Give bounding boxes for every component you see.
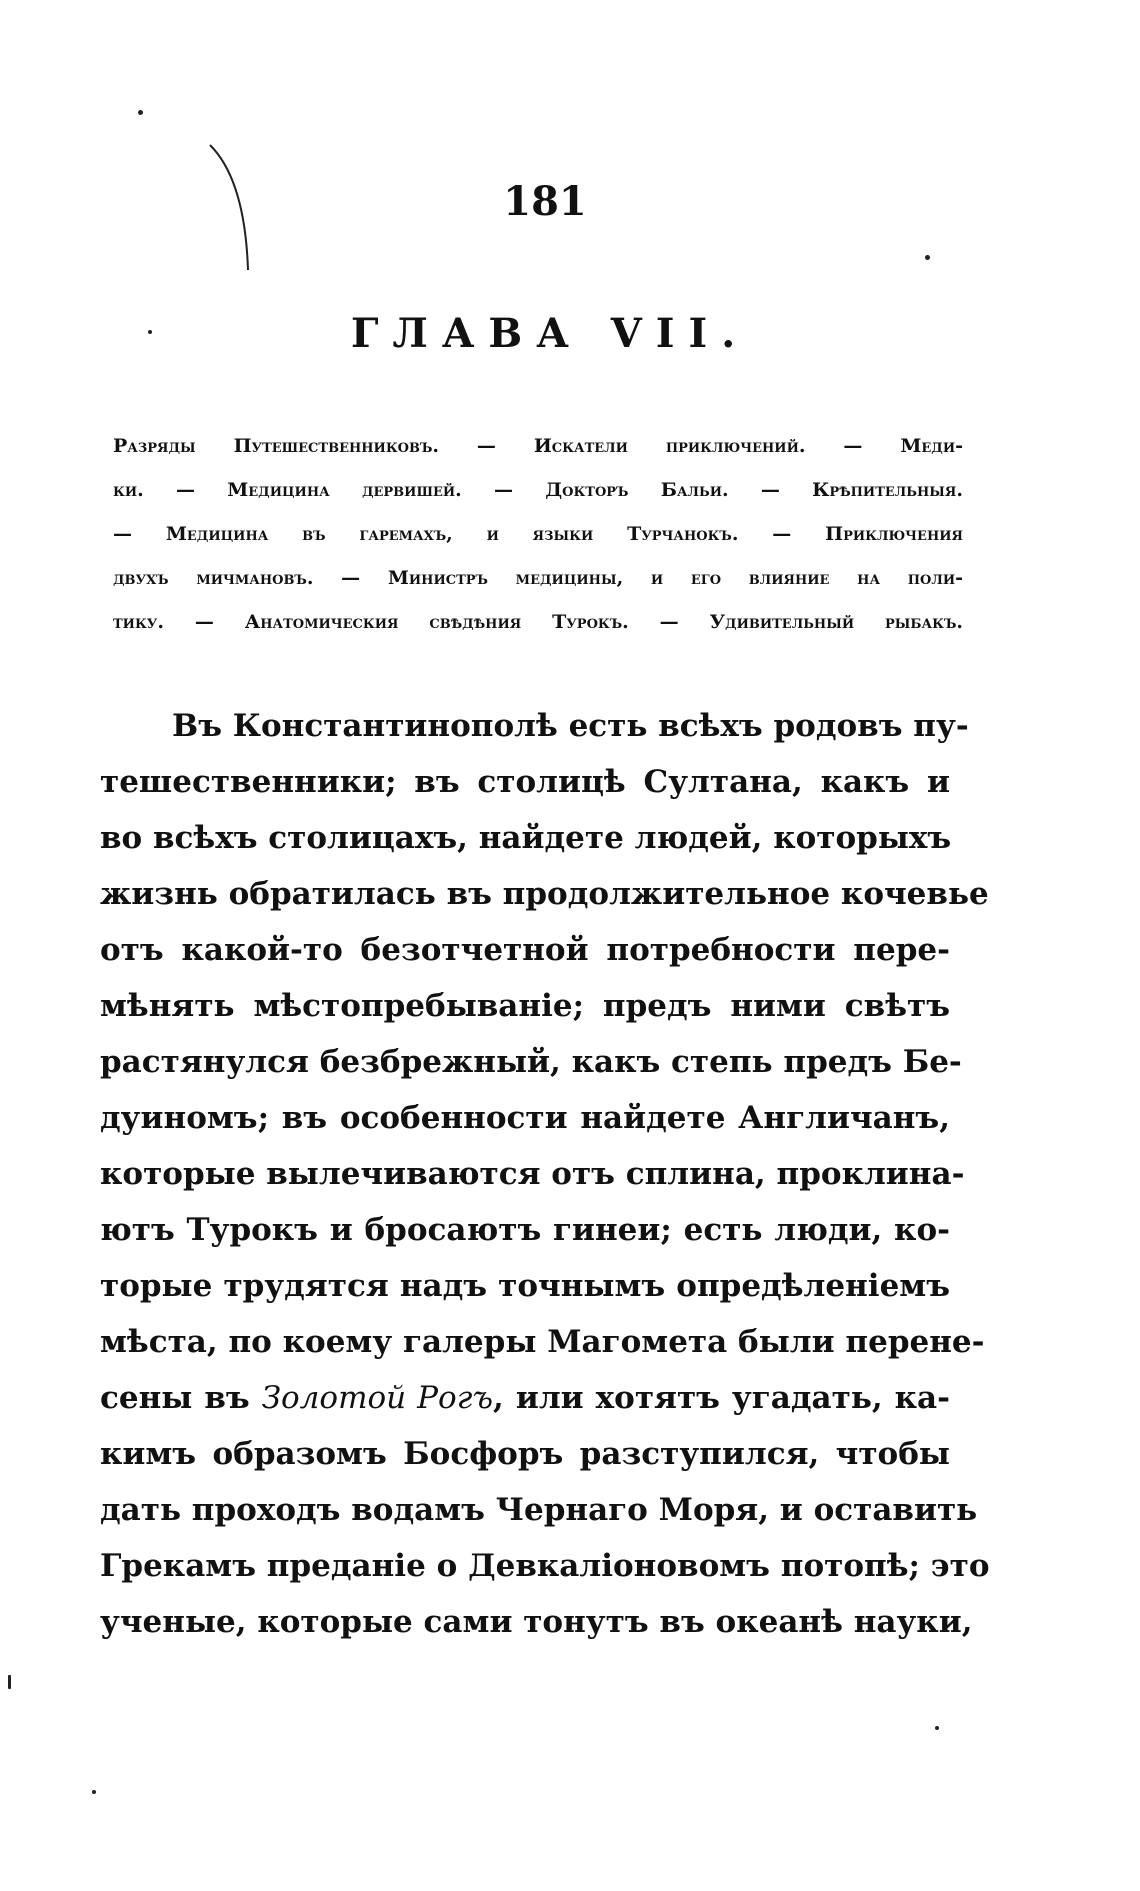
body-line: отъ какой-то безотчетной потребности пере- [100, 932, 950, 968]
summary-line: ки. — Медицина дервишей. — Докторъ Бальи. — Крѣпительныя. [113, 479, 963, 501]
body-line-text: , или хотятъ угадать, ка- [493, 1380, 950, 1416]
scan-speck [148, 330, 152, 334]
chapter-summary [113, 424, 963, 644]
chapter-title: ГЛАВА VII. [350, 310, 750, 357]
scan-speck [138, 110, 143, 115]
summary-line: двухъ мичмановъ. — Министръ медицины, и его влияние на поли- [113, 567, 963, 589]
body-line-text: сены въ [100, 1380, 262, 1416]
body-line: ютъ Турокъ и бросаютъ гинеи; есть люди, ко- [100, 1212, 950, 1248]
body-line: мѣнять мѣстопребываніе; предъ ними свѣтъ [100, 988, 950, 1024]
body-line: кимъ образомъ Босфоръ разступился, чтобы [100, 1436, 950, 1472]
body-line: мѣста, по коему галеры Магомета были перене- [100, 1324, 985, 1360]
scan-speck [935, 1726, 939, 1730]
scan-speck [925, 255, 930, 260]
body-line: ученые, которые сами тонутъ въ океанѣ науки, [100, 1604, 973, 1640]
body-line: жизнь обратилась въ продолжительное кочевье [100, 876, 989, 912]
body-line: Въ Константинополѣ есть всѣхъ родовъ пу- [172, 708, 969, 744]
italic-place-name: Золотой Рогъ [261, 1380, 494, 1416]
body-line: дуиномъ; въ особенности найдете Англичанъ, [100, 1100, 950, 1136]
body-line: которые вылечиваются отъ сплина, проклина- [100, 1156, 965, 1192]
body-paragraph [100, 698, 990, 1650]
body-line: Грекамъ преданіе о Девкаліоновомъ потопѣ; это [100, 1548, 990, 1584]
body-line: растянулся безбрежный, какъ степь предъ Бе- [100, 1044, 962, 1080]
summary-line: — Медицина въ гаремахъ, и языки Турчанокъ. — Приключения [113, 523, 963, 545]
scan-artifact-curve [200, 140, 260, 280]
body-line: дать проходъ водамъ Чернаго Моря, и оставить [100, 1492, 978, 1528]
body-line-with-italic [100, 1370, 950, 1426]
scan-speck [92, 1790, 96, 1794]
body-line: торые трудятся надъ точнымъ опредѣленіемъ [100, 1268, 950, 1304]
summary-line: тику. — Анатомическия свѣдѣния Турокъ. — Удивительный рыбакъ. [113, 611, 963, 633]
body-line: тешественники; въ столицѣ Султана, какъ и [100, 764, 950, 800]
page-number: 181 [503, 178, 587, 225]
summary-line: Разряды Путешественниковъ. — Искатели приключений. — Меди- [113, 435, 963, 457]
body-line: во всѣхъ столицахъ, найдете людей, которыхъ [100, 820, 952, 856]
scan-speck [8, 1675, 11, 1689]
